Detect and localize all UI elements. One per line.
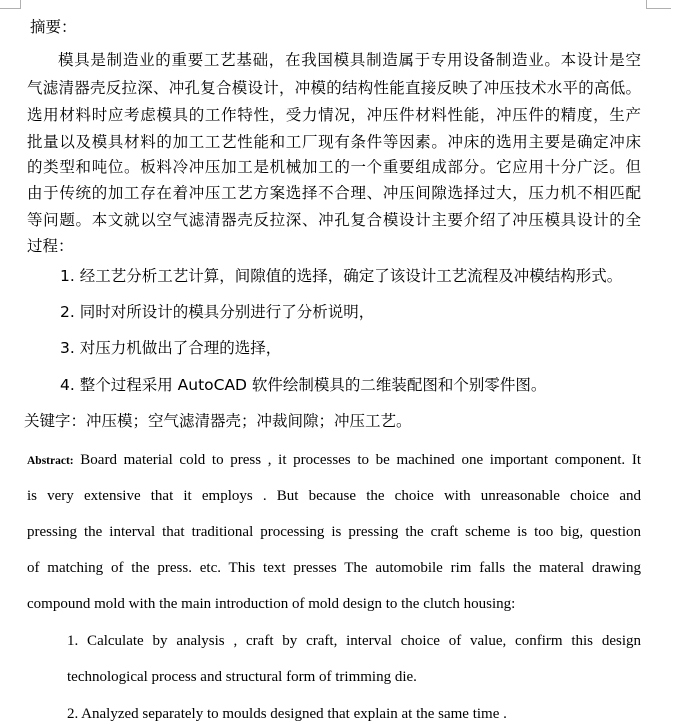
cn-list-item: 4. 整个过程采用 AutoCAD 软件绘制模具的二维装配图和个别零件图。: [60, 376, 547, 394]
abstract-line: of matching of the press. etc. This text presses The automobile rim falls the materal drawing: [27, 560, 641, 576]
keywords: 关键字：冲压模；空气滤清器壳；冲裁间隙；冲压工艺。: [24, 412, 412, 430]
crop-mark-top-right: [646, 0, 647, 8]
cn-list-item: 3. 对压力机做出了合理的选择，: [60, 339, 282, 357]
cn-list-item: 1. 经工艺分析工艺计算，间隙值的选择，确定了该设计工艺流程及冲模结构形式。: [60, 267, 623, 285]
cn-paragraph-line: 气滤清器壳反拉深、冲孔复合模设计，冲模的结构性能直接反映了冲压技术水平的高低。: [27, 79, 641, 97]
cn-paragraph-line: 过程：: [27, 237, 74, 255]
abstract-label: Abstract:: [27, 455, 74, 467]
crop-mark-top-left: [20, 0, 21, 8]
cn-paragraph-line: 的类型和吨位。板料冷冲压加工是机械加工的一个重要组成部分。它应用十分广泛。但: [27, 158, 641, 176]
abstract-heading: 摘要：: [30, 18, 77, 36]
cn-paragraph-line: 选用材料时应考虑模具的工作特性，受力情况，冲压件材料性能，冲压件的精度，生产: [27, 106, 641, 124]
abstract-text: Board material cold to press , it processes to be machined one important component. It: [73, 452, 641, 468]
en-list-item: 1. Calculate by analysis , craft by craft, interval choice of value, confirm this design: [67, 633, 641, 649]
en-list-item-continuation: technological process and structural form of trimming die.: [67, 669, 417, 685]
abstract-line: [27, 450, 641, 471]
en-list-item: 2. Analyzed separately to moulds designed that explain at the same time .: [67, 706, 507, 722]
cn-paragraph-line: 模具是制造业的重要工艺基础，在我国模具制造属于专用设备制造业。本设计是空: [58, 51, 641, 69]
cn-paragraph-line: 由于传统的加工存在着冲压工艺方案选择不合理、冲压间隙选择过大，压力机不相匹配: [27, 184, 641, 202]
cn-paragraph-line: 等问题。本文就以空气滤清器壳反拉深、冲孔复合模设计主要介绍了冲压模具设计的全: [27, 211, 641, 229]
abstract-line: is very extensive that it employs . But because the choice with unreasonable choice and: [27, 488, 641, 504]
crop-mark-top-right: [646, 8, 671, 9]
cn-list-item: 2. 同时对所设计的模具分别进行了分析说明，: [60, 303, 375, 321]
crop-mark-top-left: [0, 8, 21, 9]
abstract-line: compound mold with the main introduction of mold design to the clutch housing:: [27, 596, 516, 612]
cn-paragraph-line: 批量以及模具材料的加工工艺性能和工厂现有条件等因素。冲床的选用主要是确定冲床: [27, 133, 641, 151]
abstract-line: pressing the interval that traditional processing is pressing the craft scheme is too big, question: [27, 524, 641, 540]
